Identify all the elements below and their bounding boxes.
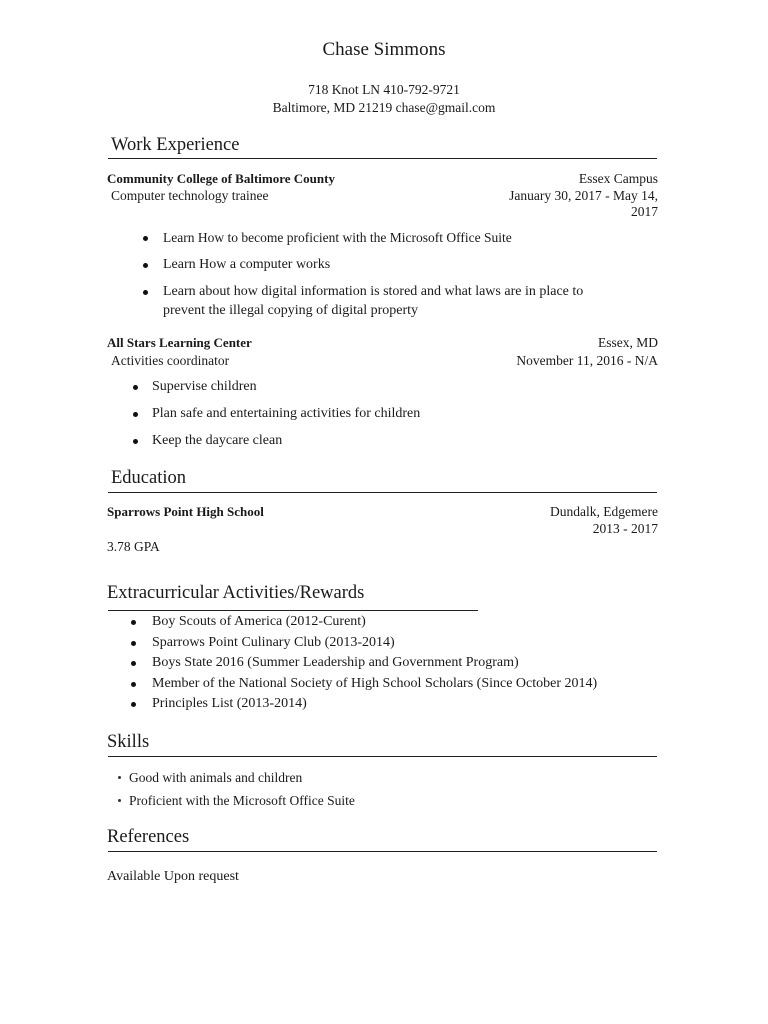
job-1-bullet-3: Learn about how digital information is stored and what laws are in place to — [163, 284, 584, 299]
job-2-organization: All Stars Learning Center — [107, 335, 252, 350]
extracurricular-heading: Extracurricular Activities/Rewards — [107, 583, 365, 603]
school-years: 2013 - 2017 — [592, 521, 658, 536]
job-1-bullet-2: Learn How a computer works — [163, 257, 331, 272]
job-2-bullet-2: Plan safe and entertaining activities for children — [152, 406, 421, 421]
education-heading: Education — [111, 468, 187, 488]
job-1-dates: January 30, 2017 - May 14, — [509, 188, 658, 203]
work-experience-rule — [108, 158, 657, 159]
job-2-bullet-1: Supervise children — [152, 379, 257, 394]
bullet-icon — [131, 702, 136, 707]
extracurricular-item: Principles List (2013-2014) — [152, 696, 307, 711]
references-rule — [108, 851, 657, 852]
skills-heading: Skills — [107, 732, 150, 752]
bullet-icon — [133, 385, 138, 390]
skill-item: Proficient with the Microsoft Office Suite — [129, 793, 355, 808]
candidate-name: Chase Simmons — [322, 39, 446, 60]
job-1-bullet-3-cont: prevent the illegal copying of digital property — [163, 303, 419, 318]
skill-item: Good with animals and children — [129, 770, 303, 785]
extracurricular-item: Boys State 2016 (Summer Leadership and Government Program) — [152, 655, 519, 670]
job-2-dates: November 11, 2016 - N/A — [516, 353, 658, 368]
skills-rule — [108, 756, 657, 757]
bullet-icon — [133, 412, 138, 417]
bullet-icon — [118, 799, 121, 802]
references-heading: References — [107, 827, 190, 847]
school-location: Dundalk, Edgemere — [550, 504, 658, 519]
school-name: Sparrows Point High School — [107, 504, 264, 519]
job-1-dates-cont: 2017 — [631, 204, 658, 219]
bullet-icon — [131, 661, 136, 666]
job-2-location: Essex, MD — [598, 335, 658, 350]
gpa: 3.78 GPA — [107, 539, 160, 554]
job-1-bullet-1: Learn How to become proficient with the Microsoft Office Suite — [163, 230, 512, 245]
bullet-icon — [131, 620, 136, 625]
bullet-icon — [143, 236, 148, 241]
bullet-icon — [133, 439, 138, 444]
education-rule — [108, 492, 657, 493]
city-email-line: Baltimore, MD 21219 chase@gmail.com — [272, 100, 496, 115]
bullet-icon — [143, 263, 148, 268]
extracurricular-rule — [108, 610, 478, 611]
bullet-icon — [118, 776, 121, 779]
references-text: Available Upon request — [107, 869, 239, 884]
address-phone-line: 718 Knot LN 410-792-9721 — [308, 82, 460, 97]
job-1-location: Essex Campus — [578, 171, 658, 186]
extracurricular-item: Boy Scouts of America (2012-Curent) — [152, 614, 366, 629]
bullet-icon — [131, 641, 136, 646]
job-1-role: Computer technology trainee — [111, 188, 269, 203]
bullet-icon — [131, 682, 136, 687]
extracurricular-item: Member of the National Society of High School Scholars (Since October 2014) — [152, 676, 598, 691]
extracurricular-item: Sparrows Point Culinary Club (2013-2014) — [152, 635, 395, 650]
bullet-icon — [143, 290, 148, 295]
job-1-organization: Community College of Baltimore County — [107, 171, 335, 186]
work-experience-heading: Work Experience — [111, 135, 240, 155]
job-2-role: Activities coordinator — [111, 353, 230, 368]
job-2-bullet-3: Keep the daycare clean — [152, 433, 283, 448]
